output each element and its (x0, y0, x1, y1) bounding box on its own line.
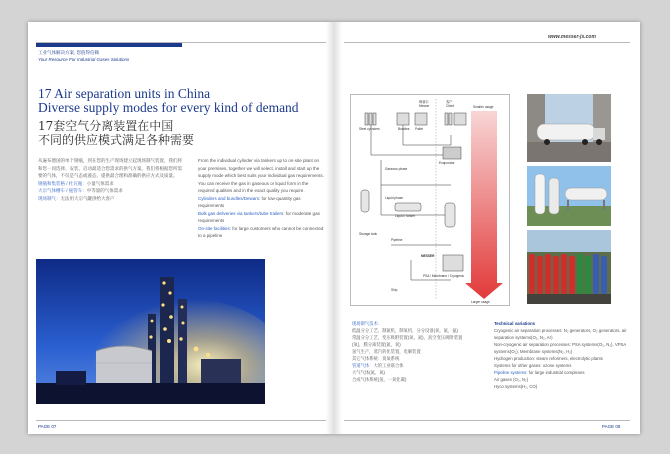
tech-en-line: Non-cryogenic air separation processes: PSA systems(O₂, N₂), VPSA systems(O₂), Membrane systems(N₂, H₂) (494, 342, 627, 354)
title-en-line-1: 17 Air separation units in China (38, 86, 211, 101)
plant-night-illustration (36, 259, 265, 404)
left-page (28, 22, 334, 434)
diagram-label: Liquid phase (385, 196, 404, 200)
tech-en-line: Hydrogen production: steam reformers, electrolytic plants (494, 356, 603, 361)
title-en-line-2: Diverse supply modes for every kind of demand (38, 100, 299, 115)
diagram-label: Client (446, 104, 455, 108)
supply-flow-diagram (351, 95, 509, 305)
diagram-label: Pallet (415, 127, 423, 131)
tech-en-title: Technical variations (494, 321, 535, 326)
tech-en-line: Cryogenic air separation processes: N₂ generators, O₂ generators, air separation systems(O₂, N₂, Ar) (494, 328, 627, 340)
diagram-label: Pipeline (391, 238, 403, 242)
website-url: www.messer-js.com (548, 34, 596, 40)
photo-gas-cylinders (527, 230, 611, 304)
storage-tank-icon (445, 203, 455, 227)
title-cn-line-2: 不同的供应模式满足各种需要 (38, 133, 195, 147)
tech-en-line: Systems for other gases: ozone systems (494, 363, 572, 368)
spine-shadow (326, 22, 342, 434)
page-number-right: PAGE 08 (602, 424, 621, 429)
diagram-label: Messer (419, 104, 430, 108)
body-cn-item: 现场制气：无法用大宗气罐供给大客户 (38, 195, 115, 201)
title-cn-line-1: 17套空气分离装置在中国 (38, 119, 174, 133)
top-rule-right (344, 42, 630, 43)
body-en-item: On-site facilities: for large customers who cannot be connected to a pipeline (198, 225, 324, 238)
tech-en-pipeline: Pipeline systems: for large industrial complexes (494, 370, 585, 375)
diagram-label: PSA / Membrane / Cryogenic (423, 274, 465, 278)
diagram-label: 梅塞尔 (419, 100, 429, 104)
tech-cn-line: 其它气体系统：臭氧系统 (352, 356, 400, 361)
tanker-icon (395, 203, 421, 211)
tech-cn-title: 现场制气技术： (352, 321, 383, 326)
diagram-label: Bundles (398, 127, 410, 131)
diagram-label: Ship (391, 288, 398, 292)
body-cn (38, 157, 186, 202)
diagram-label: Steel cylinders (359, 127, 380, 131)
bottom-rule (36, 420, 326, 421)
tagline-cn: 工业气体解决方案, 您值得信赖 (38, 50, 99, 55)
bottom-rule-right (344, 420, 630, 421)
tech-cn-line: 大气气体(氮，氧) (352, 370, 385, 375)
body-en-item: Cylinders and bundles/Dewars: for low-quantity gas requirements (198, 195, 301, 208)
evaporator-icon (443, 147, 461, 159)
photo-tanker-truck (527, 94, 611, 162)
title-en (38, 87, 299, 115)
tech-cn-line: 低温分分工艺，制氮机，制氧机，分分设备(氧，氮，氩) (352, 328, 458, 333)
supply-mode-diagram (350, 94, 510, 306)
title-cn (38, 119, 194, 147)
body-en-item: Bulk gas deliveries via tankers/tube trailers: for moderate gas requirements (198, 210, 320, 223)
tagline-en: Your Resource For Industrial Gases Solutions (38, 57, 130, 62)
flow-lines (371, 125, 451, 280)
body-cn-item: 大宗气体槽车 / 拖管车：中等量的气体需求 (38, 188, 123, 193)
gas-cylinders-illustration (527, 230, 611, 304)
body-cn-item: 钢瓶和集装格 / 杜瓦瓶：小量气体需求 (38, 180, 114, 186)
body-cn-intro: 从遍布德国的单个钢瓶，到在您的生产现场建立起现场制气装置，我们将和您一同选择、安装、启动最适合您需求的供气方案。我们将根据您所需要的气体，不仅是气态或液态，提供最合理和准确的供应方式及质量。 (38, 158, 182, 178)
usage-arrow (465, 111, 503, 299)
diagram-label: Evaporator (439, 161, 455, 165)
body-en (198, 157, 326, 240)
storage-tanks-illustration (527, 166, 611, 226)
diagram-label: Storage tank (359, 232, 378, 236)
diagram-label: Gaseous phase (385, 167, 408, 171)
tank-icon (361, 190, 369, 212)
brochure-spread (28, 22, 640, 434)
body-en-intro: From the individual cylinder via tankers up to on-site plant on your premises, together we will select, install and start up the supply mode which best suits your individual gas requirements. You can receive the gas in gaseous or liquid form in the required qualities and in the exact quality you require. (198, 158, 324, 193)
tech-cn-line: 常温分分工艺，变压吸附装置(氧，氮)，真空变压吸附装置(氧)，膜分离装置(氮，氧) (352, 335, 463, 347)
diagram-label: Larger usage (471, 300, 490, 304)
tech-cn-line: 氢气生产，蒸汽转化装置，电解装置 (352, 349, 421, 354)
right-page (334, 22, 640, 434)
tech-variations-en (494, 320, 634, 390)
page-number-left: PAGE 07 (38, 424, 57, 429)
photo-storage-tanks (527, 166, 611, 226)
cylinder-icons (365, 113, 466, 125)
header-accent-bar (36, 43, 182, 47)
tech-cn-line: 合成气体系统(氢，一氧化碳) (352, 377, 407, 382)
tech-en-line: Air gases (O₂, N₂) (494, 377, 529, 382)
onsite-plant-icon (443, 255, 463, 271)
tanker-truck-illustration (527, 94, 611, 162)
tech-en-line: Hyco systems(H₂, CO) (494, 384, 538, 389)
tech-cn-pipeline: 管道气体：大的工业联合体 (352, 363, 404, 368)
diagram-label: Smaller usage (473, 105, 494, 109)
plant-night-photo (36, 259, 265, 404)
diagram-logo: MESSER (421, 254, 435, 258)
tech-variations-cn (352, 320, 472, 383)
diagram-label: 客户 (446, 100, 453, 104)
diagram-label: Liquid / tanker (395, 214, 416, 218)
